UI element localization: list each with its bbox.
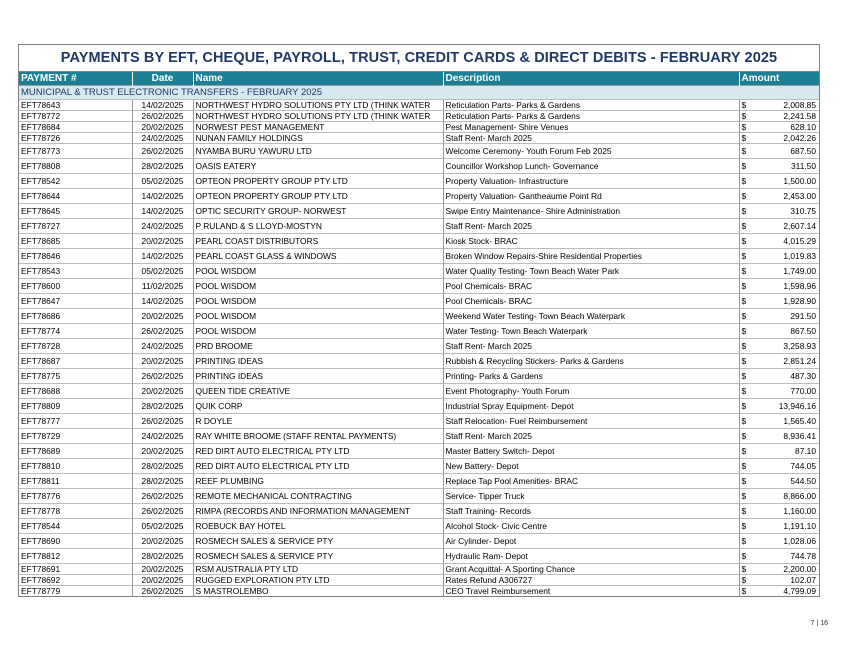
table-row [19,354,819,369]
payment-id: EFT78776 [19,489,132,504]
payment-date: 20/02/2025 [132,122,193,133]
payment-id: EFT78685 [19,234,132,249]
payment-amount: 291.50 [755,309,819,324]
currency-symbol: $ [739,219,755,234]
payment-description: Staff Rent- March 2025 [443,133,739,144]
payee-name: RSM AUSTRALIA PTY LTD [193,564,443,575]
payment-id: EFT78778 [19,504,132,519]
payee-name: NORWEST PEST MANAGEMENT [193,122,443,133]
payment-date: 26/02/2025 [132,111,193,122]
currency-symbol: $ [739,339,755,354]
payee-name: PRD BROOME [193,339,443,354]
payment-id: EFT78774 [19,324,132,339]
payment-date: 20/02/2025 [132,354,193,369]
payment-description: Master Battery Switch- Depot [443,444,739,459]
payment-id: EFT78688 [19,384,132,399]
payment-id: EFT78643 [19,100,132,111]
payment-id: EFT78687 [19,354,132,369]
payment-amount: 867.50 [755,324,819,339]
payment-description: Staff Rent- March 2025 [443,219,739,234]
table-row [19,444,819,459]
table-row [19,249,819,264]
table-row [19,324,819,339]
table-row [19,474,819,489]
currency-symbol: $ [739,111,755,122]
payment-id: EFT78691 [19,564,132,575]
payee-name: RUGGED EXPLORATION PTY LTD [193,575,443,586]
currency-symbol: $ [739,144,755,159]
payee-name: ROSMECH SALES & SERVICE PTY [193,549,443,564]
payee-name: POOL WISDOM [193,294,443,309]
payment-description: Printing- Parks & Gardens [443,369,739,384]
payee-name: QUIK CORP [193,399,443,414]
payment-amount: 744.05 [755,459,819,474]
payment-date: 11/02/2025 [132,279,193,294]
payment-amount: 1,160.00 [755,504,819,519]
payment-amount: 1,191.10 [755,519,819,534]
payment-id: EFT78808 [19,159,132,174]
payment-id: EFT78773 [19,144,132,159]
table-row [19,489,819,504]
payment-id: EFT78809 [19,399,132,414]
currency-symbol: $ [739,519,755,534]
payments-table [19,72,819,596]
payment-amount: 770.00 [755,384,819,399]
payment-description: Property Valuation- Infrastructure [443,174,739,189]
payment-description: Pest Management- Shire Venues [443,122,739,133]
payment-id: EFT78644 [19,189,132,204]
table-row [19,189,819,204]
payment-date: 28/02/2025 [132,549,193,564]
currency-symbol: $ [739,174,755,189]
payment-description: Councillor Workshop Lunch- Governance [443,159,739,174]
payee-name: PEARL COAST GLASS & WINDOWS [193,249,443,264]
payment-date: 26/02/2025 [132,414,193,429]
payee-name: NYAMBA BURU YAWURU LTD [193,144,443,159]
table-row [19,264,819,279]
payee-name: RAY WHITE BROOME (STAFF RENTAL PAYMENTS) [193,429,443,444]
payment-date: 14/02/2025 [132,100,193,111]
payee-name: S MASTROLEMBO [193,586,443,597]
payment-date: 26/02/2025 [132,489,193,504]
currency-symbol: $ [739,575,755,586]
payee-name: R DOYLE [193,414,443,429]
payment-id: EFT78810 [19,459,132,474]
table-row [19,519,819,534]
payment-description: Service- Tipper Truck [443,489,739,504]
payment-amount: 1,028.06 [755,534,819,549]
table-row [19,279,819,294]
table-row [19,234,819,249]
payment-date: 24/02/2025 [132,429,193,444]
currency-symbol: $ [739,279,755,294]
payment-amount: 311.50 [755,159,819,174]
section-title: MUNICIPAL & TRUST ELECTRONIC TRANSFERS - FEBRUARY 2025 [19,86,819,100]
table-row [19,122,819,133]
currency-symbol: $ [739,309,755,324]
table-row [19,564,819,575]
payment-amount: 2,607.14 [755,219,819,234]
payment-id: EFT78775 [19,369,132,384]
payment-amount: 744.78 [755,549,819,564]
payment-date: 28/02/2025 [132,474,193,489]
payment-date: 28/02/2025 [132,399,193,414]
currency-symbol: $ [739,234,755,249]
payments-report [18,44,820,597]
table-row [19,144,819,159]
payee-name: OASIS EATERY [193,159,443,174]
payment-id: EFT78779 [19,586,132,597]
payee-name: RIMPA (RECORDS AND INFORMATION MANAGEMENT [193,504,443,519]
payment-id: EFT78542 [19,174,132,189]
currency-symbol: $ [739,159,755,174]
payee-name: PEARL COAST DISTRIBUTORS [193,234,443,249]
payment-amount: 2,453.00 [755,189,819,204]
payment-description: CEO Travel Reimbursement [443,586,739,597]
payee-name: POOL WISDOM [193,324,443,339]
payment-amount: 487.30 [755,369,819,384]
payment-amount: 102.07 [755,575,819,586]
payment-description: Staff Rent- March 2025 [443,339,739,354]
payment-description: Replace Tap Pool Amenities- BRAC [443,474,739,489]
payment-date: 24/02/2025 [132,133,193,144]
payee-name: ROSMECH SALES & SERVICE PTY [193,534,443,549]
payment-amount: 2,200.00 [755,564,819,575]
table-row [19,159,819,174]
payment-description: Staff Training- Records [443,504,739,519]
currency-symbol: $ [739,369,755,384]
payment-amount: 2,851.24 [755,354,819,369]
payment-id: EFT78772 [19,111,132,122]
table-row [19,429,819,444]
payment-id: EFT78729 [19,429,132,444]
payment-description: Staff Relocation- Fuel Reimbursement [443,414,739,429]
payee-name: POOL WISDOM [193,309,443,324]
payment-description: Water Quality Testing- Town Beach Water Park [443,264,739,279]
payee-name: QUEEN TIDE CREATIVE [193,384,443,399]
currency-symbol: $ [739,489,755,504]
table-row [19,586,819,597]
payment-id: EFT78689 [19,444,132,459]
payment-description: Kiosk Stock- BRAC [443,234,739,249]
payment-id: EFT78684 [19,122,132,133]
column-header-date: Date [132,72,193,86]
column-header-description: Description [443,72,739,86]
payment-date: 28/02/2025 [132,459,193,474]
payment-date: 20/02/2025 [132,575,193,586]
page-number: 7 | 16 [810,620,828,627]
payment-description: Reticulation Parts- Parks & Gardens [443,100,739,111]
payment-id: EFT78690 [19,534,132,549]
payment-date: 28/02/2025 [132,159,193,174]
currency-symbol: $ [739,122,755,133]
currency-symbol: $ [739,294,755,309]
payee-name: ROEBUCK BAY HOTEL [193,519,443,534]
column-header-name: Name [193,72,443,86]
table-row [19,369,819,384]
currency-symbol: $ [739,586,755,597]
payment-amount: 1,019.83 [755,249,819,264]
payment-date: 26/02/2025 [132,369,193,384]
table-row [19,459,819,474]
payment-description: Air Cylinder- Depot [443,534,739,549]
payment-date: 26/02/2025 [132,504,193,519]
payment-date: 14/02/2025 [132,189,193,204]
table-row [19,133,819,144]
payee-name: POOL WISDOM [193,279,443,294]
payment-date: 05/02/2025 [132,519,193,534]
payment-id: EFT78646 [19,249,132,264]
table-row [19,174,819,189]
column-header-payment: PAYMENT # [19,72,132,86]
payment-description: New Battery- Depot [443,459,739,474]
payment-date: 14/02/2025 [132,294,193,309]
payment-date: 20/02/2025 [132,534,193,549]
table-row [19,219,819,234]
payment-description: Event Photography- Youth Forum [443,384,739,399]
table-row [19,534,819,549]
currency-symbol: $ [739,549,755,564]
payee-name: REEF PLUMBING [193,474,443,489]
payment-description: Welcome Ceremony- Youth Forum Feb 2025 [443,144,739,159]
payment-date: 05/02/2025 [132,264,193,279]
payment-amount: 2,008.85 [755,100,819,111]
payment-date: 24/02/2025 [132,219,193,234]
payment-description: Alcohol Stock- Civic Centre [443,519,739,534]
payment-amount: 310.75 [755,204,819,219]
payment-amount: 3,258.93 [755,339,819,354]
payment-date: 26/02/2025 [132,586,193,597]
currency-symbol: $ [739,444,755,459]
report-title: PAYMENTS BY EFT, CHEQUE, PAYROLL, TRUST, CREDIT CARDS & DIRECT DEBITS - FEBRUARY 2025 [19,45,819,72]
payment-description: Water Testing- Town Beach Waterpark [443,324,739,339]
payment-date: 20/02/2025 [132,444,193,459]
payee-name: NORTHWEST HYDRO SOLUTIONS PTY LTD (THINK WATER [193,100,443,111]
table-row [19,549,819,564]
payee-name: RED DIRT AUTO ELECTRICAL PTY LTD [193,444,443,459]
currency-symbol: $ [739,354,755,369]
payment-amount: 1,565.40 [755,414,819,429]
payment-id: EFT78544 [19,519,132,534]
payment-description: Rubbish & Recycling Stickers- Parks & Gardens [443,354,739,369]
table-row [19,309,819,324]
payee-name: PRINTING IDEAS [193,354,443,369]
payment-amount: 4,015.29 [755,234,819,249]
currency-symbol: $ [739,429,755,444]
currency-symbol: $ [739,564,755,575]
payee-name: NUNAN FAMILY HOLDINGS [193,133,443,144]
currency-symbol: $ [739,534,755,549]
currency-symbol: $ [739,384,755,399]
payment-amount: 1,598.96 [755,279,819,294]
payment-date: 24/02/2025 [132,339,193,354]
currency-symbol: $ [739,399,755,414]
table-row [19,414,819,429]
payee-name: NORTHWEST HYDRO SOLUTIONS PTY LTD (THINK WATER [193,111,443,122]
table-header-row [19,72,819,86]
table-row [19,294,819,309]
payment-amount: 4,799.09 [755,586,819,597]
payment-description: Pool Chemicals- BRAC [443,294,739,309]
payment-id: EFT78543 [19,264,132,279]
table-row [19,100,819,111]
table-row [19,111,819,122]
table-row [19,204,819,219]
table-row [19,575,819,586]
currency-symbol: $ [739,459,755,474]
currency-symbol: $ [739,204,755,219]
payment-date: 14/02/2025 [132,204,193,219]
payment-date: 05/02/2025 [132,174,193,189]
payment-id: EFT78811 [19,474,132,489]
payment-amount: 2,241.58 [755,111,819,122]
currency-symbol: $ [739,100,755,111]
payment-id: EFT78726 [19,133,132,144]
payment-date: 20/02/2025 [132,384,193,399]
payee-name: OPTEON PROPERTY GROUP PTY LTD [193,174,443,189]
currency-symbol: $ [739,324,755,339]
payment-amount: 87.10 [755,444,819,459]
currency-symbol: $ [739,133,755,144]
payment-description: Broken Window Repairs-Shire Residential Properties [443,249,739,264]
payment-amount: 544.50 [755,474,819,489]
payment-id: EFT78647 [19,294,132,309]
payment-date: 26/02/2025 [132,324,193,339]
payment-date: 20/02/2025 [132,309,193,324]
payment-description: Grant Acquittal- A Sporting Chance [443,564,739,575]
payment-description: Property Valuation- Gantheaume Point Rd [443,189,739,204]
currency-symbol: $ [739,264,755,279]
payment-id: EFT78812 [19,549,132,564]
payment-description: Reticulation Parts- Parks & Gardens [443,111,739,122]
table-row [19,339,819,354]
payment-description: Pool Chemicals- BRAC [443,279,739,294]
payment-date: 20/02/2025 [132,234,193,249]
payment-date: 26/02/2025 [132,144,193,159]
currency-symbol: $ [739,504,755,519]
payment-amount: 13,946.16 [755,399,819,414]
table-row [19,384,819,399]
payment-date: 20/02/2025 [132,564,193,575]
payment-description: Hydraulic Ram- Depot [443,549,739,564]
currency-symbol: $ [739,189,755,204]
payment-id: EFT78600 [19,279,132,294]
payee-name: POOL WISDOM [193,264,443,279]
payee-name: OPTEON PROPERTY GROUP PTY LTD [193,189,443,204]
payee-name: P RULAND & S LLOYD-MOSTYN [193,219,443,234]
payment-id: EFT78728 [19,339,132,354]
section-header-row [19,86,819,100]
currency-symbol: $ [739,474,755,489]
payment-id: EFT78692 [19,575,132,586]
payee-name: PRINTING IDEAS [193,369,443,384]
payment-amount: 1,500.00 [755,174,819,189]
table-row [19,399,819,414]
payment-amount: 8,936.41 [755,429,819,444]
payee-name: RED DIRT AUTO ELECTRICAL PTY LTD [193,459,443,474]
table-row [19,504,819,519]
payment-id: EFT78777 [19,414,132,429]
payment-description: Rates Refund A306727 [443,575,739,586]
column-header-amount: Amount [739,72,819,86]
payment-amount: 628.10 [755,122,819,133]
payment-date: 14/02/2025 [132,249,193,264]
payment-description: Weekend Water Testing- Town Beach Waterpark [443,309,739,324]
payment-description: Swipe Entry Maintenance- Shire Administration [443,204,739,219]
payment-id: EFT78645 [19,204,132,219]
payment-amount: 1,928.90 [755,294,819,309]
payment-id: EFT78727 [19,219,132,234]
payment-id: EFT78686 [19,309,132,324]
currency-symbol: $ [739,249,755,264]
payment-description: Staff Rent- March 2025 [443,429,739,444]
currency-symbol: $ [739,414,755,429]
payment-description: Industrial Spray Equipment- Depot [443,399,739,414]
payment-amount: 2,042.26 [755,133,819,144]
payment-amount: 8,866.00 [755,489,819,504]
payee-name: REMOTE MECHANICAL CONTRACTING [193,489,443,504]
payee-name: OPTIC SECURITY GROUP- NORWEST [193,204,443,219]
payment-amount: 1,749.00 [755,264,819,279]
payment-amount: 687.50 [755,144,819,159]
